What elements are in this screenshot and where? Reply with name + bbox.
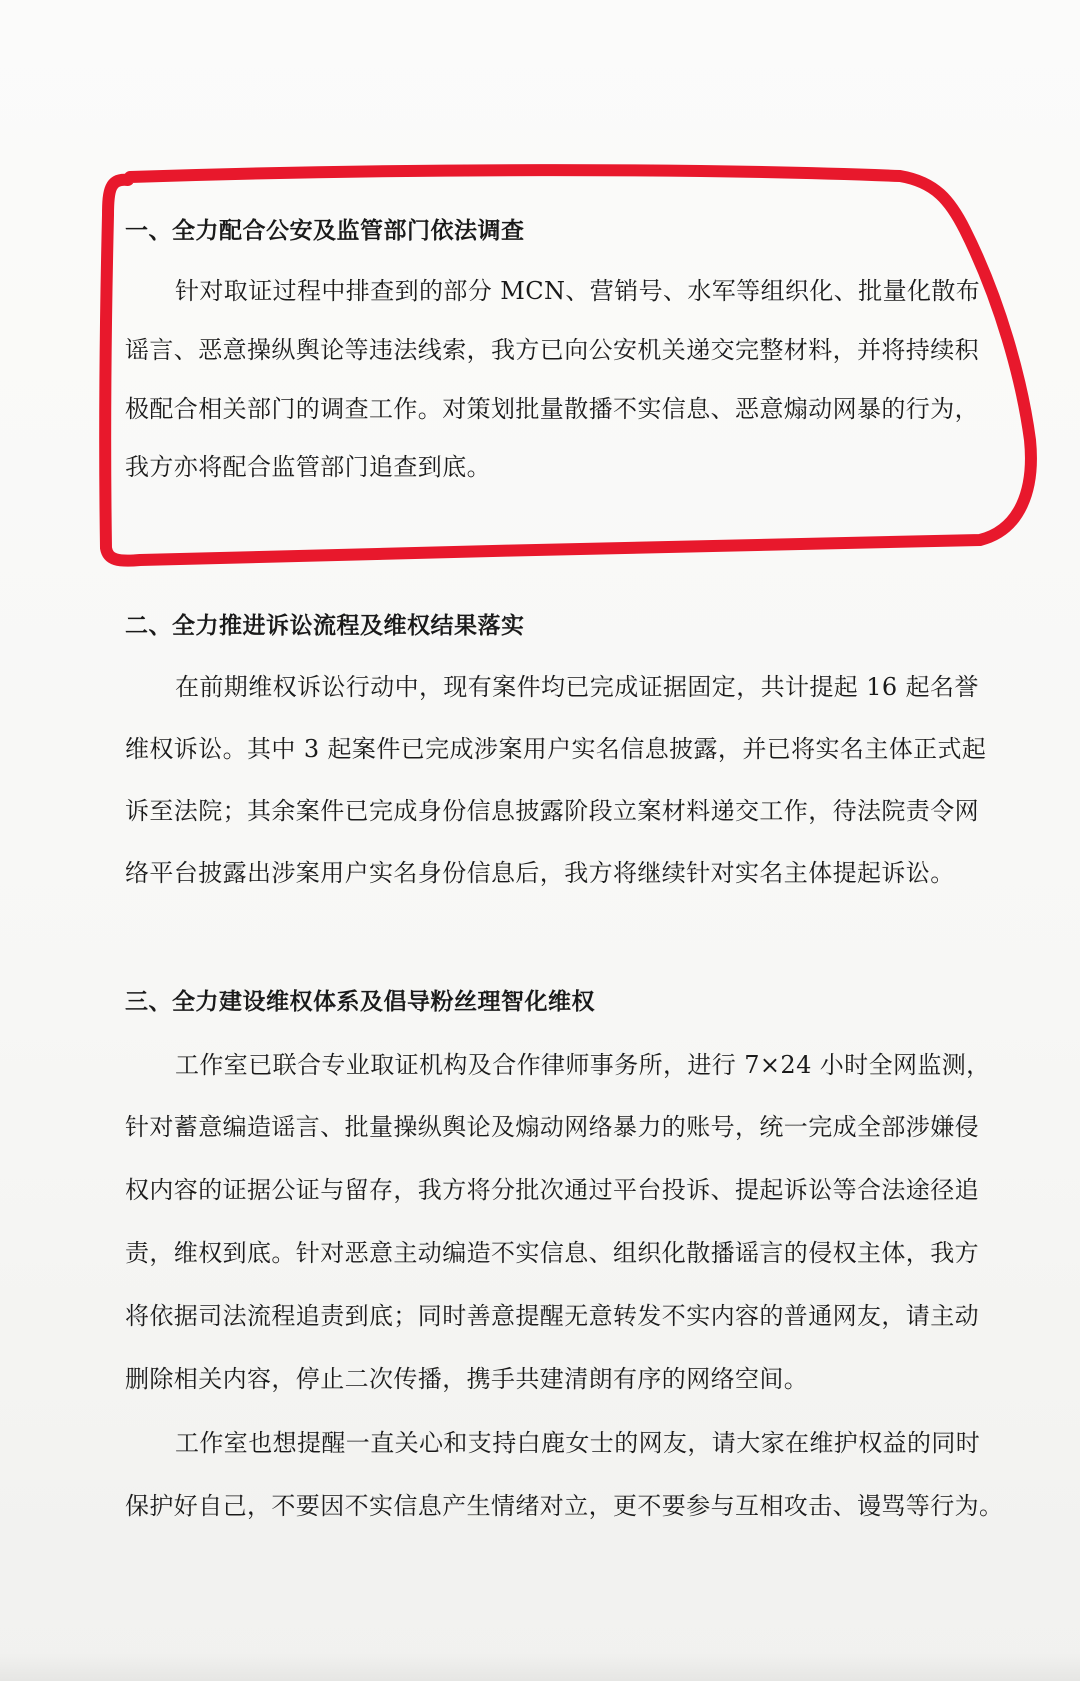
section-2-line-2: 维权诉讼。其中 3 起案件已完成涉案用户实名信息披露，并已将实名主体正式起	[125, 735, 987, 763]
closing-line-2: 保护好自己，不要因不实信息产生情绪对立，更不要参与互相攻击、谩骂等行为。	[125, 1492, 1004, 1520]
closing-line-1: 工作室也想提醒一直关心和支持白鹿女士的网友，请大家在维护权益的同时	[175, 1429, 981, 1457]
section-2-heading: 二、全力推进诉讼流程及维权结果落实	[125, 613, 525, 639]
section-3-line-6: 删除相关内容，停止二次传播，携手共建清朗有序的网络空间。	[125, 1365, 809, 1393]
section-2-line-3: 诉至法院；其余案件已完成身份信息披露阶段立案材料递交工作，待法院责令网	[125, 797, 979, 825]
section-3-line-2: 针对蓄意编造谣言、批量操纵舆论及煽动网络暴力的账号，统一完成全部涉嫌侵	[125, 1113, 979, 1141]
section-2-line-1: 在前期维权诉讼行动中，现有案件均已完成证据固定，共计提起 16 起名誉	[175, 673, 979, 701]
section-1-line-1: 针对取证过程中排查到的部分 MCN、营销号、水军等组织化、批量化散布	[175, 277, 981, 305]
section-3-line-1: 工作室已联合专业取证机构及合作律师事务所，进行 7×24 小时全网监测，	[175, 1051, 991, 1079]
section-1-line-4: 我方亦将配合监管部门追查到底。	[125, 453, 491, 481]
section-1-line-2: 谣言、恶意操纵舆论等违法线索，我方已向公安机关递交完整材料，并将持续积	[125, 336, 979, 364]
section-3-line-4: 责，维权到底。针对恶意主动编造不实信息、组织化散播谣言的侵权主体，我方	[125, 1239, 979, 1267]
section-1-heading: 一、全力配合公安及监管部门依法调查	[125, 218, 525, 244]
section-3-line-3: 权内容的证据公证与留存，我方将分批次通过平台投诉、提起诉讼等合法途径追	[125, 1176, 979, 1204]
section-2-line-4: 络平台披露出涉案用户实名身份信息后，我方将继续针对实名主体提起诉讼。	[125, 859, 955, 887]
section-3-heading: 三、全力建设维权体系及倡导粉丝理智化维权	[125, 989, 595, 1015]
section-3-line-5: 将依据司法流程追责到底；同时善意提醒无意转发不实内容的普通网友，请主动	[125, 1302, 979, 1330]
page-bottom-shade	[0, 1653, 1080, 1681]
section-1-line-3: 极配合相关部门的调查工作。对策划批量散播不实信息、恶意煽动网暴的行为，	[125, 395, 979, 423]
